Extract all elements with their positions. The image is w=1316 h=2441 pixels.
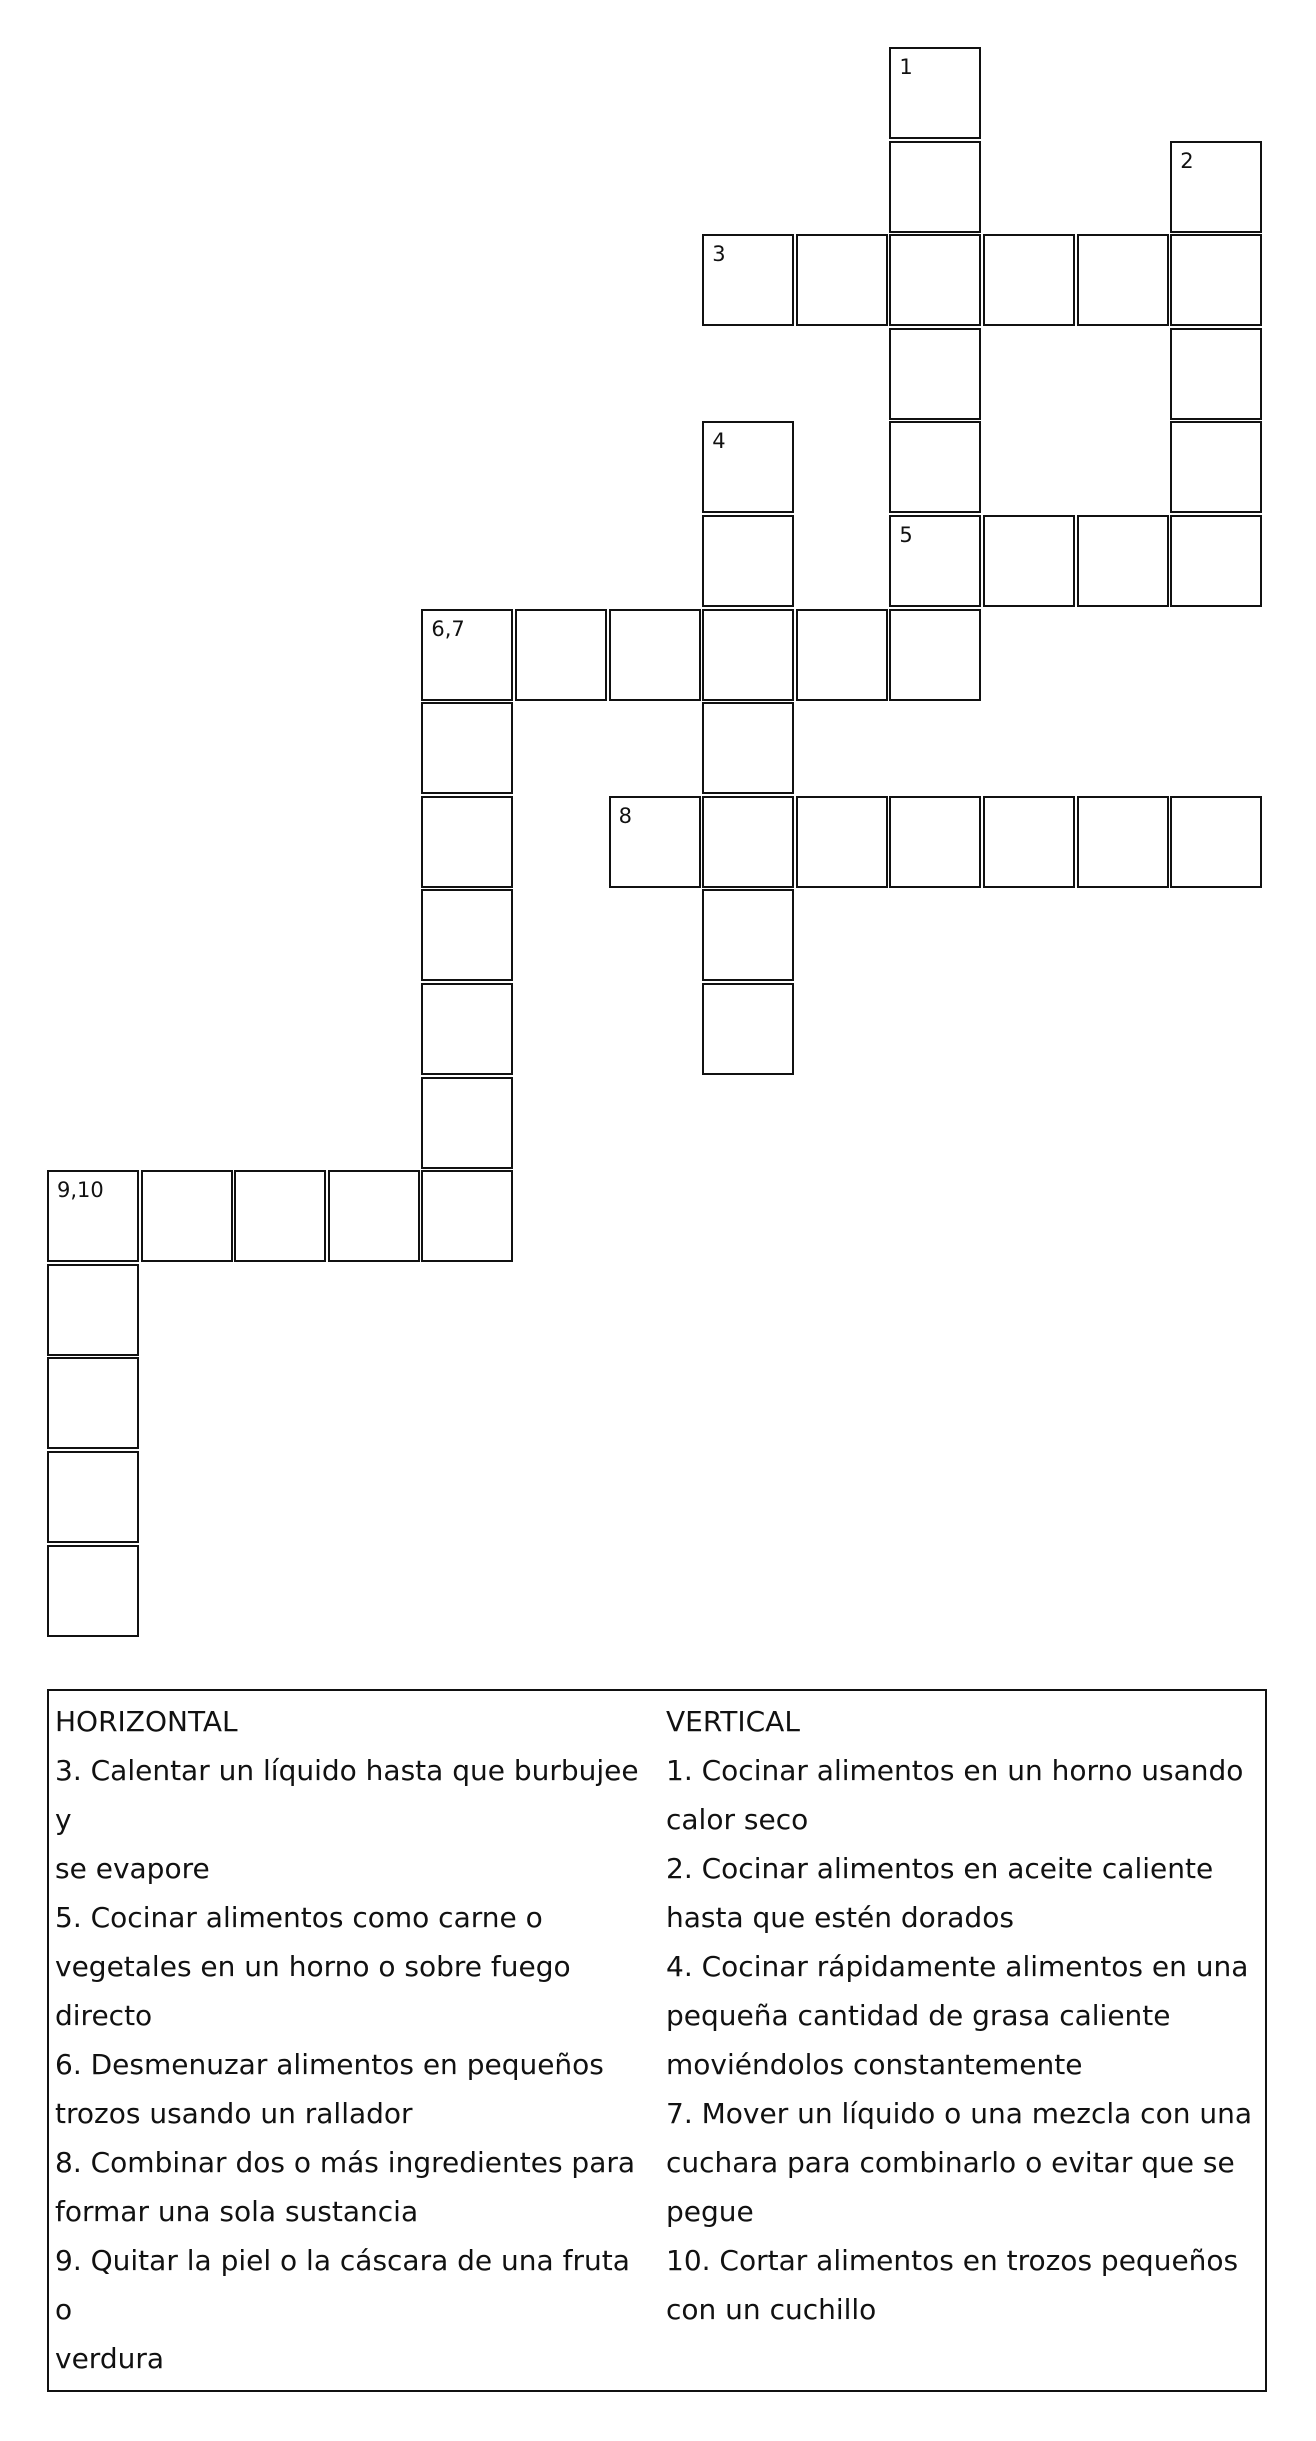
crossword-cell[interactable] bbox=[421, 1170, 513, 1262]
crossword-cell[interactable] bbox=[421, 889, 513, 981]
clue-number: 4 bbox=[712, 429, 726, 454]
clue-line: hasta que estén dorados bbox=[666, 1901, 1014, 1934]
crossword-cell[interactable] bbox=[1077, 515, 1169, 607]
clue-number: 6,7 bbox=[431, 616, 465, 641]
crossword-cell[interactable] bbox=[609, 609, 701, 701]
crossword-cell[interactable] bbox=[609, 796, 701, 888]
clue-line: vegetales en un horno o sobre fuego directo bbox=[55, 1950, 571, 2032]
clue-line: calor seco bbox=[666, 1803, 809, 1836]
crossword-cell[interactable] bbox=[889, 421, 981, 513]
crossword-cell[interactable] bbox=[983, 234, 1075, 326]
crossword-cell[interactable] bbox=[702, 515, 794, 607]
crossword-cell[interactable] bbox=[702, 234, 794, 326]
crossword-cell[interactable] bbox=[1170, 515, 1262, 607]
crossword-cell[interactable] bbox=[889, 234, 981, 326]
vertical-heading: VERTICAL bbox=[666, 1705, 800, 1738]
crossword-cell[interactable] bbox=[1170, 234, 1262, 326]
clue-line: 6. Desmenuzar alimentos en pequeños bbox=[55, 2048, 604, 2081]
crossword-cell[interactable] bbox=[702, 609, 794, 701]
clue-line: trozos usando un rallador bbox=[55, 2097, 413, 2130]
crossword-cell[interactable] bbox=[889, 515, 981, 607]
crossword-cell[interactable] bbox=[702, 983, 794, 1075]
crossword-cell[interactable] bbox=[796, 796, 888, 888]
crossword-cell[interactable] bbox=[421, 1077, 513, 1169]
crossword-cell[interactable] bbox=[515, 609, 607, 701]
clue-line: verdura bbox=[55, 2342, 165, 2375]
clue-line: pegue bbox=[666, 2195, 754, 2228]
clue-line: 1. Cocinar alimentos en un horno usando bbox=[666, 1754, 1244, 1787]
clue-line: 7. Mover un líquido o una mezcla con una bbox=[666, 2097, 1253, 2130]
crossword-cell[interactable] bbox=[47, 1170, 139, 1262]
clue-line: 5. Cocinar alimentos como carne o bbox=[55, 1901, 543, 1934]
crossword-cell[interactable] bbox=[889, 141, 981, 233]
clue-number: 9,10 bbox=[57, 1178, 104, 1203]
crossword-cell[interactable] bbox=[702, 702, 794, 794]
crossword-cell[interactable] bbox=[889, 796, 981, 888]
clue-line: 10. Cortar alimentos en trozos pequeños bbox=[666, 2244, 1239, 2277]
horizontal-heading: HORIZONTAL bbox=[55, 1705, 238, 1738]
crossword-cell[interactable] bbox=[421, 796, 513, 888]
clue-line: 8. Combinar dos o más ingredientes para bbox=[55, 2146, 636, 2179]
crossword-cell[interactable] bbox=[421, 702, 513, 794]
crossword-cell[interactable] bbox=[1170, 328, 1262, 420]
clue-number: 5 bbox=[899, 523, 913, 547]
clue-line: formar una sola sustancia bbox=[55, 2195, 419, 2228]
crossword-cell[interactable] bbox=[796, 234, 888, 326]
vertical-clues bbox=[666, 1697, 1256, 2334]
crossword-cell[interactable] bbox=[141, 1170, 233, 1262]
crossword-cell[interactable] bbox=[983, 796, 1075, 888]
crossword-cell[interactable] bbox=[47, 1264, 139, 1356]
crossword-cell[interactable] bbox=[47, 1357, 139, 1449]
crossword-cell[interactable] bbox=[421, 983, 513, 1075]
crossword-cell[interactable] bbox=[47, 1545, 139, 1637]
crossword-cell[interactable] bbox=[889, 609, 981, 701]
crossword-cell[interactable] bbox=[47, 1451, 139, 1543]
crossword-cell[interactable] bbox=[234, 1170, 326, 1262]
clue-line: con un cuchillo bbox=[666, 2293, 877, 2326]
clue-line: moviéndolos constantemente bbox=[666, 2048, 1083, 2081]
clue-line: 3. Calentar un líquido hasta que burbujee y bbox=[55, 1754, 639, 1836]
clue-line: 2. Cocinar alimentos en aceite caliente bbox=[666, 1852, 1214, 1885]
crossword-cell[interactable] bbox=[702, 796, 794, 888]
crossword-cell[interactable] bbox=[702, 421, 794, 513]
horizontal-clues bbox=[55, 1697, 655, 2383]
crossword-cell[interactable] bbox=[983, 515, 1075, 607]
crossword-cell[interactable] bbox=[1170, 796, 1262, 888]
crossword-cell[interactable] bbox=[328, 1170, 420, 1262]
clue-number: 2 bbox=[1180, 148, 1194, 173]
crossword-cell[interactable] bbox=[1077, 796, 1169, 888]
crossword-cell[interactable] bbox=[796, 609, 888, 701]
clue-line: se evapore bbox=[55, 1852, 210, 1885]
crossword-cell[interactable] bbox=[1077, 234, 1169, 326]
clues-panel bbox=[47, 1689, 1267, 2392]
crossword-cell[interactable] bbox=[889, 47, 981, 139]
crossword-cell[interactable] bbox=[421, 609, 513, 701]
clue-line: 9. Quitar la piel o la cáscara de una fruta o bbox=[55, 2244, 630, 2326]
crossword-cell[interactable] bbox=[1170, 421, 1262, 513]
clue-line: pequeña cantidad de grasa caliente bbox=[666, 1999, 1171, 2032]
crossword-cell[interactable] bbox=[702, 889, 794, 981]
crossword-cell[interactable] bbox=[1170, 141, 1262, 233]
clue-number: 8 bbox=[618, 803, 632, 828]
crossword-cell[interactable] bbox=[889, 328, 981, 420]
clue-number: 3 bbox=[712, 242, 726, 267]
clue-number: 1 bbox=[899, 55, 913, 79]
clue-line: 4. Cocinar rápidamente alimentos en una bbox=[666, 1950, 1249, 1983]
clue-line: cuchara para combinarlo o evitar que se bbox=[666, 2146, 1235, 2179]
